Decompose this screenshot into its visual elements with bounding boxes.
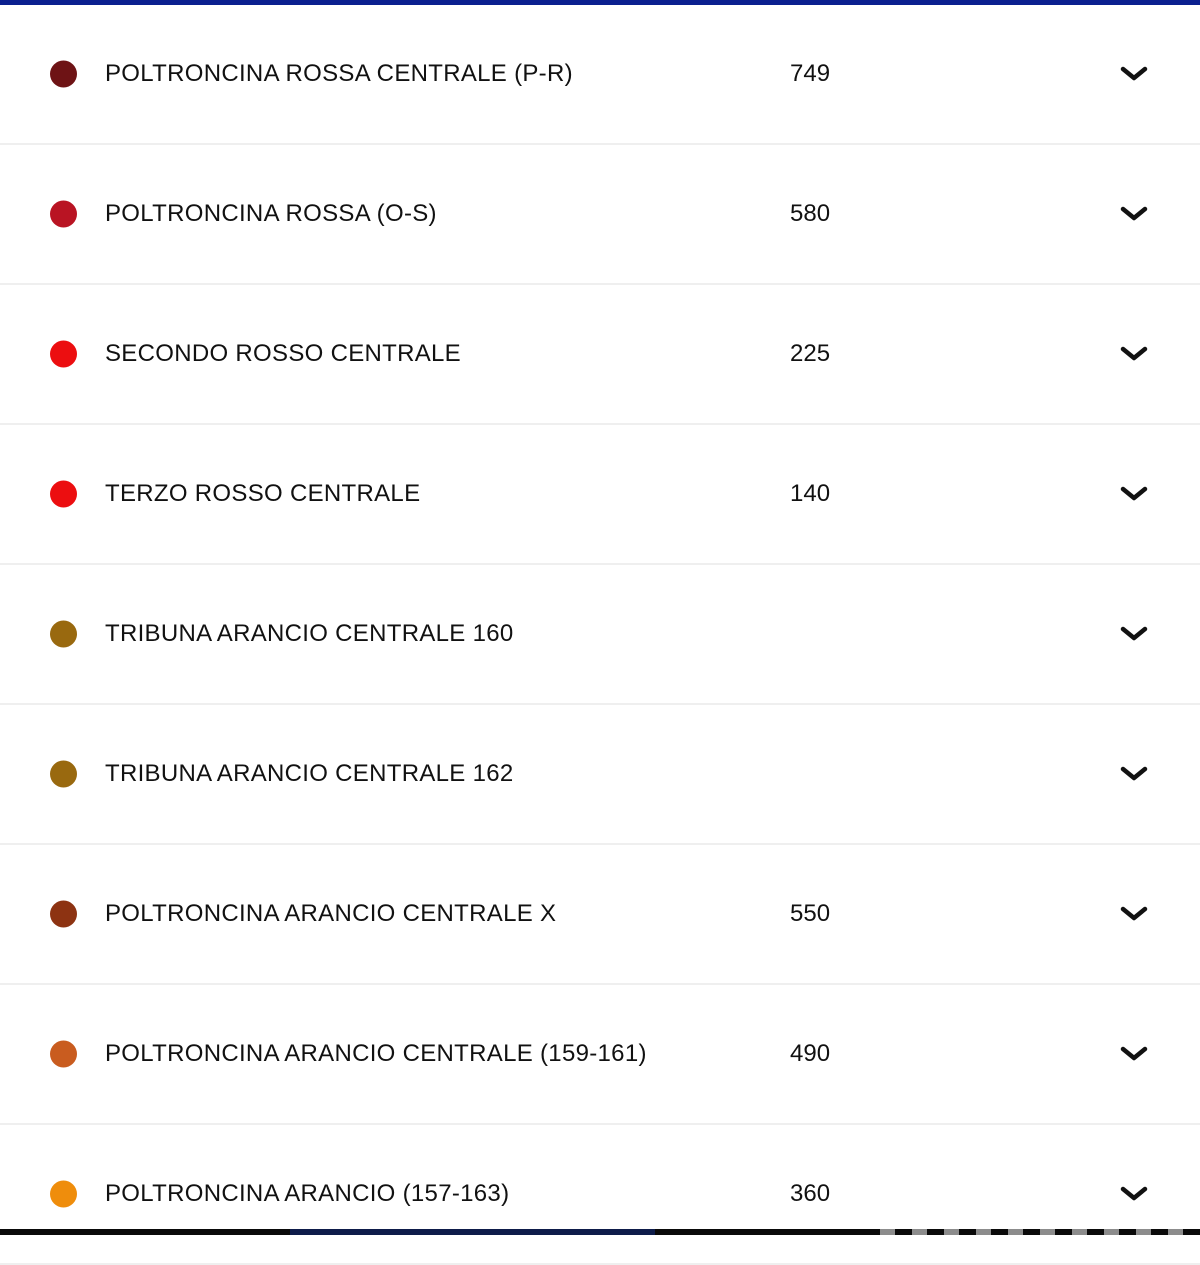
amount-label: 490 [790,1040,831,1067]
sector-color-dot [50,1181,77,1208]
sector-color-dot [50,901,77,928]
sector-row[interactable] [0,845,1200,985]
sector-list [0,5,1200,1265]
bottom-bar-black-segment [655,1229,880,1235]
sector-label: POLTRONCINA ROSSA CENTRALE (P-R) [105,60,573,87]
bottom-bar-navy-segment [290,1229,655,1235]
sector-row[interactable] [0,1125,1200,1265]
sector-color-dot [50,481,77,508]
bottom-partial-bar [0,1229,1200,1235]
chevron-down-icon[interactable] [1119,1185,1149,1203]
sector-row[interactable] [0,985,1200,1125]
chevron-down-icon[interactable] [1119,625,1149,643]
sector-row[interactable] [0,565,1200,705]
sector-label: TERZO ROSSO CENTRALE [105,480,421,507]
sector-row[interactable] [0,705,1200,845]
sector-label: TRIBUNA ARANCIO CENTRALE 162 [105,760,514,787]
sector-color-dot [50,61,77,88]
sector-row[interactable] [0,145,1200,285]
sector-color-dot [50,761,77,788]
chevron-down-icon[interactable] [1119,65,1149,83]
amount-label: 749 [790,60,831,87]
bottom-bar-dashed-segment [880,1229,1200,1235]
sector-row[interactable] [0,285,1200,425]
sector-label: POLTRONCINA ROSSA (O-S) [105,200,437,227]
chevron-down-icon[interactable] [1119,485,1149,503]
amount-label: 225 [790,340,831,367]
amount-label: 580 [790,200,831,227]
sector-row[interactable] [0,5,1200,145]
sector-color-dot [50,1041,77,1068]
sector-label: POLTRONCINA ARANCIO CENTRALE X [105,900,557,927]
sector-color-dot [50,201,77,228]
amount-label: 360 [790,1180,831,1207]
bottom-bar-black-segment [0,1229,290,1235]
chevron-down-icon[interactable] [1119,905,1149,923]
chevron-down-icon[interactable] [1119,205,1149,223]
sector-label: SECONDO ROSSO CENTRALE [105,340,461,367]
sector-label: TRIBUNA ARANCIO CENTRALE 160 [105,620,514,647]
sector-row[interactable] [0,425,1200,565]
sector-label: POLTRONCINA ARANCIO (157-163) [105,1180,510,1207]
sector-label: POLTRONCINA ARANCIO CENTRALE (159-161) [105,1040,647,1067]
chevron-down-icon[interactable] [1119,1045,1149,1063]
chevron-down-icon[interactable] [1119,765,1149,783]
sector-color-dot [50,621,77,648]
sector-color-dot [50,341,77,368]
chevron-down-icon[interactable] [1119,345,1149,363]
amount-label: 550 [790,900,831,927]
amount-label: 140 [790,480,831,507]
